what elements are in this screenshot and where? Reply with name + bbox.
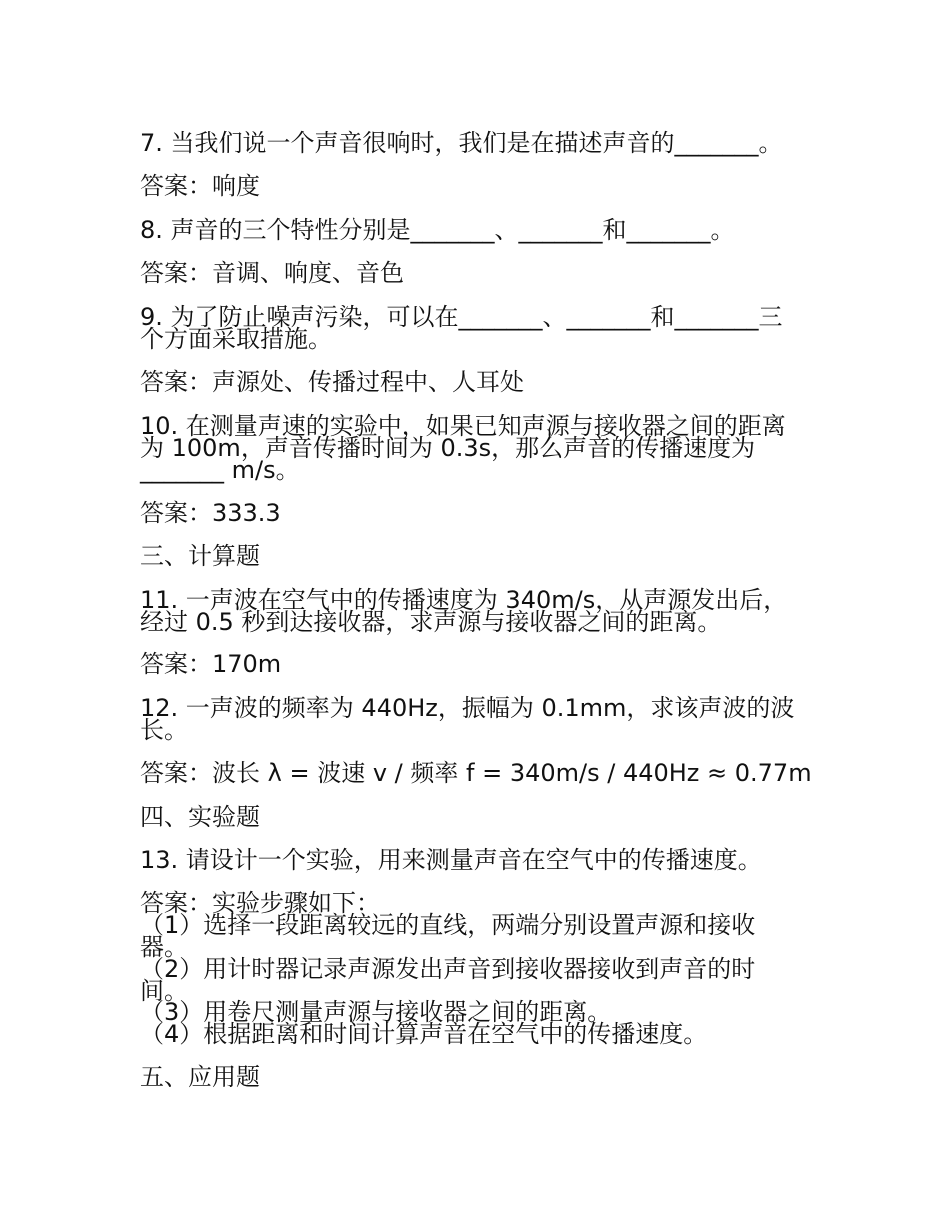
question-9-line-1: 9. 为了防止噪声污染，可以在_______、_______和_______三: [140, 303, 783, 331]
answer-12: 答案：波长 λ = 波速 v / 频率 f = 340m/s / 440Hz ≈ 0.77m: [140, 759, 812, 787]
question-10-line-2: 为 100m，声音传播时间为 0.3s，那么声音的传播速度为: [140, 434, 756, 462]
question-10-line-3: _______ m/s。: [140, 456, 300, 484]
answer-7: 答案：响度: [140, 172, 260, 200]
answer-10: 答案：333.3: [140, 499, 281, 527]
section-5-title: 五、应用题: [140, 1063, 260, 1091]
answer-9: 答案：声源处、传播过程中、人耳处: [140, 368, 524, 396]
section-4-title: 四、实验题: [140, 803, 260, 831]
answer-11: 答案：170m: [140, 650, 282, 678]
step-2-line-1: （2）用计时器记录声源发出声音到接收器接收到声音的时: [140, 955, 756, 983]
question-8: 8. 声音的三个特性分别是_______、_______和_______。: [140, 216, 735, 244]
question-10-line-1: 10. 在测量声速的实验中，如果已知声源与接收器之间的距离: [140, 412, 786, 440]
step-1-line-2: 器。: [140, 933, 188, 961]
question-7: 7. 当我们说一个声音很响时，我们是在描述声音的_______。: [140, 129, 783, 157]
question-12-line-1: 12. 一声波的频率为 440Hz，振幅为 0.1mm，求该声波的波: [140, 694, 795, 722]
step-2-line-2: 间。: [140, 977, 188, 1005]
answer-8: 答案：音调、响度、音色: [140, 259, 404, 287]
step-3: （3）用卷尺测量声源与接收器之间的距离。: [140, 998, 612, 1026]
question-9-line-2: 个方面采取措施。: [140, 325, 332, 353]
answer-13-intro: 答案：实验步骤如下：: [140, 889, 380, 917]
section-3-title: 三、计算题: [140, 542, 260, 570]
question-11-line-1: 11. 一声波在空气中的传播速度为 340m/s，从声源发出后，: [140, 586, 788, 614]
question-11-line-2: 经过 0.5 秒到达接收器，求声源与接收器之间的距离。: [140, 608, 722, 636]
step-4: （4）根据距离和时间计算声音在空气中的传播速度。: [140, 1020, 708, 1048]
step-1-line-1: （1）选择一段距离较远的直线，两端分别设置声源和接收: [140, 911, 756, 939]
question-13: 13. 请设计一个实验，用来测量声音在空气中的传播速度。: [140, 846, 762, 874]
question-12-line-2: 长。: [140, 716, 188, 744]
